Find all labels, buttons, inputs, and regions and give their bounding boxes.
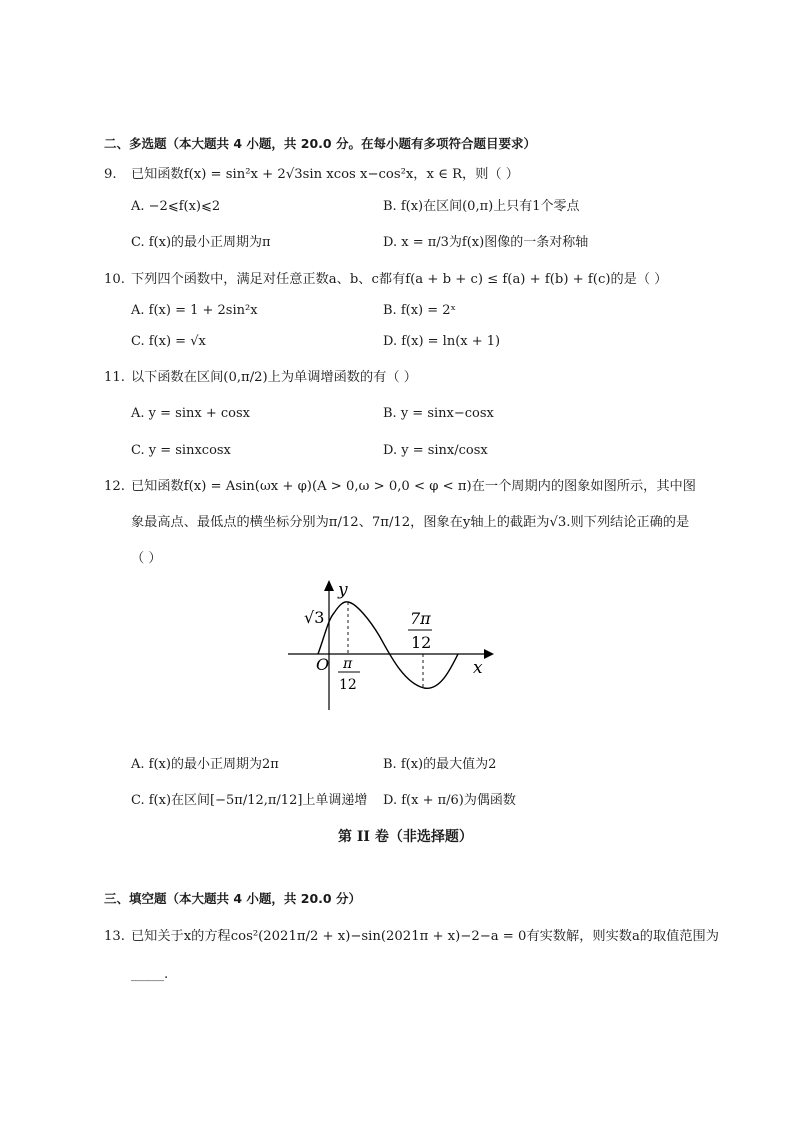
question-9-option-d[interactable]: D. x = π/3为f(x)图像的一条对称轴	[383, 235, 589, 250]
question-10-option-c[interactable]: C. f(x) = √x	[131, 334, 206, 349]
max-x-numerator: π	[343, 656, 353, 672]
section-heading-multiple-choice: 二、多选题（本大题共 4 小题，共 20.0 分。在每小题有多项符合题目要求）	[104, 136, 536, 151]
question-11-number: 11.	[104, 370, 125, 385]
question-11-option-b[interactable]: B. y = sinx−cosx	[383, 406, 494, 421]
min-x-numerator: 7π	[410, 609, 431, 628]
question-10-option-d[interactable]: D. f(x) = ln(x + 1)	[383, 334, 501, 349]
question-13-answer-blank[interactable]: _____.	[131, 967, 169, 982]
question-9-option-c[interactable]: C. f(x)的最小正周期为π	[131, 235, 271, 250]
question-12-stem-line-2: 象最高点、最低点的横坐标分别为π/12、7π/12，图象在y轴上的截距为√3.则下列结论正确的是	[131, 515, 690, 530]
question-11-option-c[interactable]: C. y = sinxcosx	[131, 443, 231, 458]
y-axis-label: y	[338, 580, 348, 600]
question-9-number: 9.	[104, 167, 117, 182]
question-10-option-a[interactable]: A. f(x) = 1 + 2sin²x	[131, 303, 258, 318]
origin-label: O	[316, 655, 330, 674]
question-13-stem: 已知关于x的方程cos²(2021π/2 + x)−sin(2021π + x)−2−a = 0有实数解，则实数a的取值范围为	[131, 929, 719, 944]
min-x-denominator: 12	[411, 633, 432, 652]
question-10-option-b[interactable]: B. f(x) = 2ˣ	[383, 303, 457, 318]
y-axis-arrow	[324, 580, 334, 591]
section-heading-fill-in-blank: 三、填空题（本大题共 4 小题，共 20.0 分）	[104, 891, 361, 906]
x-axis-arrow	[484, 649, 494, 659]
question-10-number: 10.	[104, 272, 125, 287]
sine-graph-figure	[280, 575, 500, 715]
question-12-stem-line-1: 已知函数f(x) = Asin(ωx + φ)(A > 0,ω > 0,0 < φ < π)在一个周期内的图象如图所示，其中图	[131, 479, 696, 494]
question-12-stem-line-3: （ ）	[131, 551, 162, 566]
part-2-title: 第 II 卷（非选择题）	[338, 829, 473, 845]
question-11-option-d[interactable]: D. y = sinx/cosx	[383, 443, 488, 458]
question-9-option-a[interactable]: A. −2⩽f(x)⩽2	[131, 199, 221, 214]
sine-curve	[318, 602, 458, 688]
question-12-option-b[interactable]: B. f(x)的最大值为2	[383, 757, 497, 772]
question-9-option-b[interactable]: B. f(x)在区间(0,π)上只有1个零点	[383, 199, 580, 214]
question-12-option-c[interactable]: C. f(x)在区间[−5π/12,π/12]上单调递增	[131, 793, 368, 808]
intercept-label: √3	[304, 608, 325, 627]
question-12-option-a[interactable]: A. f(x)的最小正周期为2π	[131, 757, 279, 772]
question-12-option-d[interactable]: D. f(x + π/6)为偶函数	[383, 793, 516, 808]
question-11-stem: 以下函数在区间(0,π/2)上为单调增函数的有（ ）	[131, 370, 417, 385]
max-x-denominator: 12	[339, 677, 357, 693]
x-axis-label: x	[473, 658, 483, 678]
question-13-number: 13.	[104, 929, 125, 944]
question-10-stem: 下列四个函数中，满足对任意正数a、b、c都有f(a + b + c) ≤ f(a) + f(b) + f(c)的是（ ）	[131, 272, 668, 287]
question-12-number: 12.	[104, 479, 125, 494]
question-11-option-a[interactable]: A. y = sinx + cosx	[131, 406, 250, 421]
question-9-stem: 已知函数f(x) = sin²x + 2√3sin xcos x−cos²x，x ∈ R，则（ ）	[131, 167, 519, 182]
